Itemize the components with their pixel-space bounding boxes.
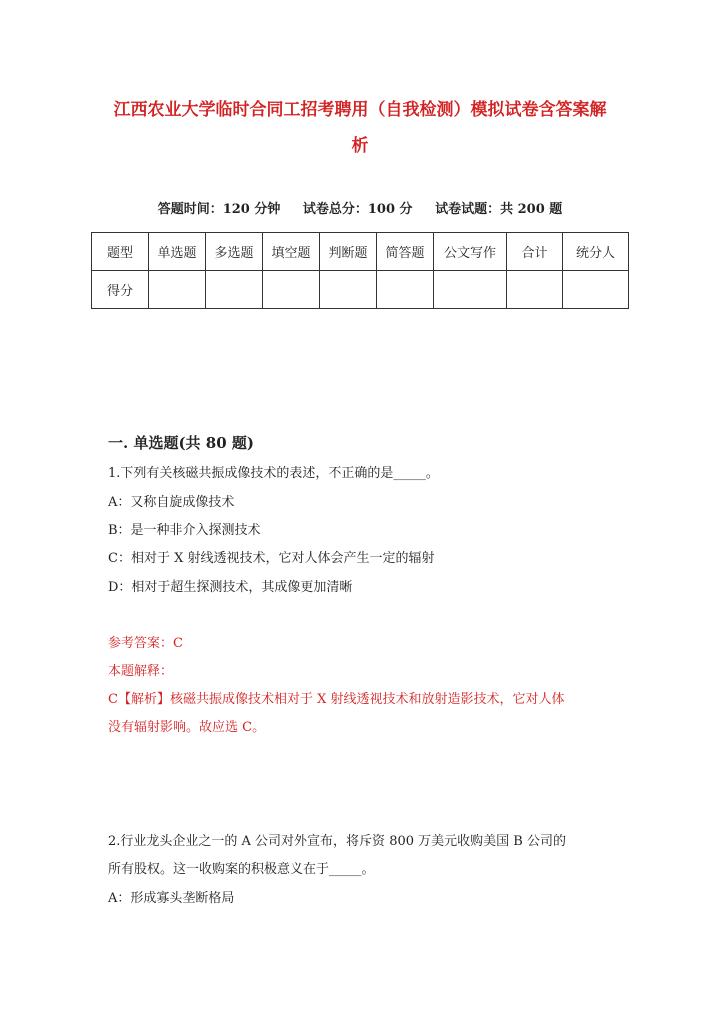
- question-2-stem-line-2: 所有股权。这一收购案的积极意义在于_____。: [108, 862, 375, 877]
- score-cell: [377, 271, 434, 309]
- score-cell: [320, 271, 377, 309]
- question-2-option-a: A：形成寡头垄断格局: [108, 891, 235, 906]
- header-cell: 题型: [92, 233, 149, 271]
- score-table: [91, 232, 629, 309]
- question-1-explain-line-2: 没有辐射影响。故应选 C。: [108, 720, 266, 735]
- header-cell: 多选题: [206, 233, 263, 271]
- score-cell: [434, 271, 507, 309]
- score-cell: [149, 271, 206, 309]
- question-1-stem: 1.下列有关核磁共振成像技术的表述，不正确的是_____。: [108, 466, 439, 481]
- question-1-option-d: D：相对于超生探测技术，其成像更加清晰: [108, 580, 353, 595]
- score-table-header-row: [92, 233, 629, 271]
- title-line-2: 析: [351, 136, 369, 156]
- header-cell: 合计: [507, 233, 563, 271]
- header-cell: 单选题: [149, 233, 206, 271]
- header-cell: 简答题: [377, 233, 434, 271]
- header-cell: 统分人: [563, 233, 629, 271]
- document-title: [100, 92, 620, 164]
- question-1-explain-label: 本题解释：: [108, 664, 174, 679]
- score-cell: [206, 271, 263, 309]
- question-1-explain-line-1: C【解析】核磁共振成像技术相对于 X 射线透视技术和放射造影技术，它对人体: [108, 692, 565, 707]
- title-line-1: 江西农业大学临时合同工招考聘用（自我检测）模拟试卷含答案解: [113, 100, 607, 120]
- score-cell: [507, 271, 563, 309]
- question-2-stem-line-1: 2.行业龙头企业之一的 A 公司对外宣布，将斥资 800 万美元收购美国 B 公司的: [108, 834, 566, 849]
- question-1-option-c: C：相对于 X 射线透视技术，它对人体会产生一定的辐射: [108, 551, 435, 566]
- question-1-option-b: B：是一种非介入探测技术: [108, 523, 261, 538]
- header-cell: 填空题: [263, 233, 320, 271]
- score-table-score-row: [92, 271, 629, 309]
- header-cell: 判断题: [320, 233, 377, 271]
- section-heading: 一. 单选题(共 80 题): [108, 434, 254, 452]
- score-cell: [563, 271, 629, 309]
- exam-total-score: 试卷总分：100 分: [302, 202, 413, 217]
- question-1-option-a: A：又称自旋成像技术: [108, 495, 235, 510]
- header-cell: 公文写作: [434, 233, 507, 271]
- exam-meta: [0, 198, 720, 217]
- exam-time: 答题时间：120 分钟: [157, 202, 281, 217]
- question-1-answer: 参考答案：C: [108, 636, 183, 651]
- row-label: 得分: [92, 271, 149, 309]
- exam-question-count: 试卷试题：共 200 题: [435, 202, 563, 217]
- score-cell: [263, 271, 320, 309]
